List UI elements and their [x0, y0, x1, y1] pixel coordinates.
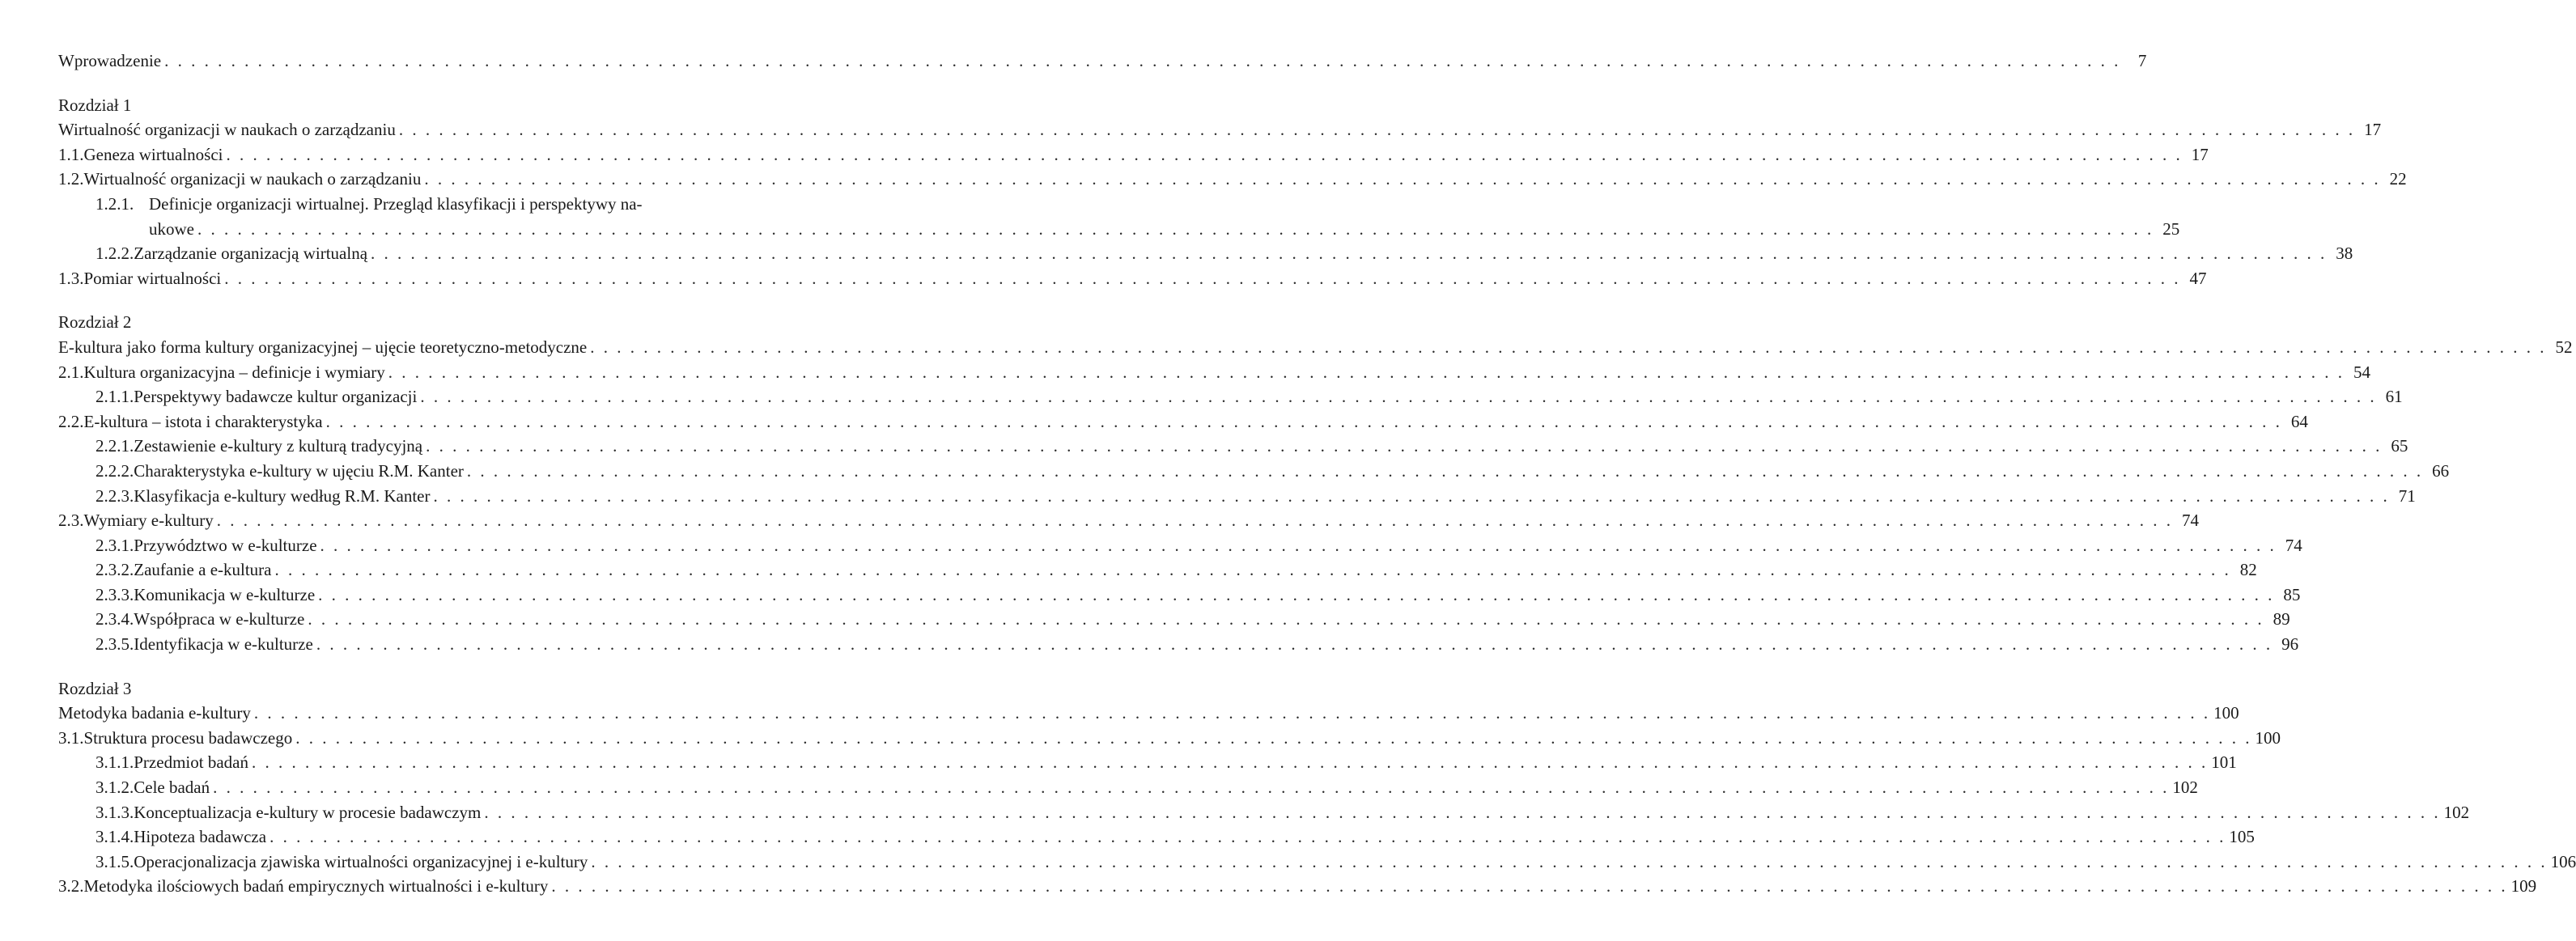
page-number: 82 [2239, 560, 2257, 580]
toc-entry-chapter[interactable] [58, 701, 2239, 726]
toc-entry-section[interactable] [58, 726, 2281, 751]
page-number: 102 [2443, 802, 2470, 822]
entry-number: 1.2.1. [95, 193, 134, 214]
page-number: 7 [2137, 51, 2147, 70]
dot-leader [227, 142, 2183, 167]
dot-leader [213, 775, 2169, 800]
entry-number: 2.3.5. [95, 634, 134, 655]
dot-leader [591, 850, 2547, 875]
entry-number: 1.1. [58, 144, 84, 164]
chapter-label: Rozdział 3 [58, 678, 132, 698]
toc-entry-subsection[interactable] [58, 824, 2255, 850]
entry-number: 2.3. [58, 511, 84, 531]
toc-entry-subsection[interactable] [58, 484, 2416, 509]
page-number: 25 [2162, 218, 2180, 239]
entry-title: Zarządzanie organizacją wirtualną [134, 244, 368, 264]
toc-entry-subsection[interactable] [58, 241, 2353, 266]
entry-title: Charakterystyka e-kultury w ujęciu R.M. Kanter [134, 460, 464, 481]
entry-title: Pomiar wirtualności [83, 268, 222, 288]
entry-title: Perspektywy badawcze kultur organizacji [134, 387, 418, 407]
toc-entry-subsection[interactable] [58, 533, 2302, 558]
toc-entry-subsection[interactable] [58, 192, 779, 217]
dot-leader [164, 49, 2120, 74]
page-number: 74 [2285, 535, 2302, 555]
page-number: 101 [2211, 752, 2237, 773]
entry-title: Cele badań [134, 778, 210, 798]
dot-leader [275, 557, 2231, 583]
toc-entry-subsection[interactable] [58, 750, 2237, 775]
page-number: 109 [2510, 876, 2537, 896]
entry-number: 1.2. [58, 169, 84, 189]
entry-title: Hipoteza badawcza [134, 827, 267, 847]
entry-title: Wprowadzenie [58, 51, 162, 70]
page-number: 47 [2189, 268, 2207, 288]
entry-number: 3.1.5. [95, 851, 134, 871]
page-number: 65 [2391, 436, 2408, 456]
dot-leader [217, 508, 2173, 533]
entry-title: Geneza wirtualności [83, 144, 223, 164]
dot-leader [326, 409, 2282, 434]
page-number: 38 [2336, 244, 2353, 264]
entry-number: 1.2.2. [95, 244, 134, 264]
entry-number: 2.2.2. [95, 460, 134, 481]
entry-title: Struktura procesu badawczego [83, 727, 293, 748]
page-number: 17 [2191, 144, 2209, 164]
page-number: 100 [2213, 703, 2239, 723]
entry-title: E-kultura jako forma kultury organizacyjnej – ujęcie teoretyczno-metodyczne [58, 337, 588, 357]
toc-entry-subsection[interactable] [58, 583, 2301, 608]
dot-leader [269, 824, 2226, 850]
page-number: 54 [2353, 362, 2370, 382]
entry-number: 3.1.1. [95, 752, 134, 773]
toc-entry-section[interactable] [58, 266, 2207, 291]
entry-number: 2.2.3. [95, 485, 134, 506]
chapter-label: Rozdział 1 [58, 95, 132, 115]
entry-title: Metodyka badania e-kultury [58, 703, 251, 723]
entry-title: Przywództwo w e-kulturze [134, 535, 317, 555]
entry-title: Metodyka ilościowych badań empirycznych wirtualności i e-kultury [83, 876, 549, 896]
page-number: 102 [2172, 778, 2198, 798]
chapter-label: Rozdział 2 [58, 312, 132, 333]
dot-leader [484, 800, 2440, 825]
dot-leader [388, 360, 2345, 385]
toc-entry-section[interactable] [58, 142, 2209, 167]
toc-entry-intro[interactable] [58, 49, 2147, 74]
toc-entry-subsection[interactable] [58, 632, 2299, 657]
toc-entry-section[interactable] [58, 874, 2537, 899]
toc-entry-subsection[interactable] [58, 850, 2576, 875]
dot-leader [467, 459, 2423, 484]
entry-number: 2.3.1. [95, 535, 134, 555]
entry-number: 2.2.1. [95, 436, 134, 456]
toc-entry-chapter[interactable] [58, 117, 2382, 142]
entry-title: Konceptualizacja e-kultury w procesie badawczym [134, 802, 482, 822]
entry-title: Wirtualność organizacji w naukach o zarządzaniu [58, 120, 396, 140]
entry-title: Operacjonalizacja zjawiska wirtualności organizacyjnej i e-kultury [134, 851, 588, 871]
dot-leader [590, 335, 2546, 360]
entry-title: Zestawienie e-kultury z kulturą tradycyjną [134, 436, 423, 456]
entry-number: 3.1.3. [95, 802, 134, 822]
toc-entry-section[interactable] [58, 409, 2308, 434]
entry-title: Klasyfikacja e-kultury według R.M. Kanter [134, 485, 431, 506]
page-number: 66 [2432, 460, 2450, 481]
toc-entry-section[interactable] [58, 508, 2200, 533]
toc-entry-subsection[interactable] [58, 607, 2290, 632]
entry-number: 2.3.3. [95, 584, 134, 604]
entry-title: Identyfikacja w e-kulturze [134, 634, 313, 655]
entry-number: 2.3.4. [95, 609, 134, 629]
toc-entry-subsection[interactable] [58, 775, 2198, 800]
dot-leader [224, 266, 2180, 291]
page-number: 89 [2273, 609, 2290, 629]
entry-number: 2.1.1. [95, 387, 134, 407]
dot-leader [371, 241, 2327, 266]
entry-number: 2.3.2. [95, 560, 134, 580]
dot-leader [316, 632, 2273, 657]
toc-entry-section[interactable] [58, 360, 2370, 385]
dot-leader [424, 167, 2380, 192]
toc-entry-subsection[interactable] [58, 800, 2470, 825]
dot-leader [320, 533, 2277, 558]
page-number: 71 [2398, 485, 2416, 506]
page-number: 85 [2283, 584, 2301, 604]
dot-leader [197, 217, 2154, 242]
entry-title-continued: ukowe [149, 218, 194, 239]
dot-leader [252, 750, 2208, 775]
entry-number: 3.1. [58, 727, 84, 748]
page-number: 100 [2255, 727, 2281, 748]
entry-number: 1.3. [58, 268, 84, 288]
entry-title: Kultura organizacyjna – definicje i wymiary [83, 362, 385, 382]
dot-leader [433, 484, 2389, 509]
toc-entry-subsection[interactable] [58, 557, 2257, 583]
dot-leader [551, 874, 2507, 899]
entry-title: Zaufanie a e-kultura [134, 560, 272, 580]
page-number: 52 [2555, 337, 2573, 357]
entry-number: 2.2. [58, 411, 84, 431]
page-number: 64 [2290, 411, 2308, 431]
table-of-contents [58, 49, 2576, 899]
toc-entry-continuation[interactable] [58, 217, 2180, 242]
entry-title: Definicje organizacji wirtualnej. Przegląd klasyfikacji i perspektywy na- [149, 193, 643, 214]
entry-number: 3.1.2. [95, 778, 134, 798]
entry-title: Komunikacja w e-kulturze [134, 584, 316, 604]
entry-number: 3.1.4. [95, 827, 134, 847]
page-number: 105 [2229, 827, 2255, 847]
entry-title: E-kultura – istota i charakterystyka [83, 411, 323, 431]
entry-title: Przedmiot badań [134, 752, 248, 773]
toc-entry-chapter[interactable] [58, 335, 2573, 360]
dot-leader [254, 701, 2210, 726]
dot-leader [295, 726, 2251, 751]
toc-entry-subsection[interactable] [58, 434, 2408, 459]
dot-leader [318, 583, 2274, 608]
entry-title: Wymiary e-kultury [83, 511, 214, 531]
toc-entry-subsection[interactable] [58, 384, 2403, 409]
entry-number: 3.2. [58, 876, 84, 896]
dot-leader [308, 607, 2264, 632]
page-number: 106 [2550, 851, 2576, 871]
page-number: 22 [2389, 169, 2407, 189]
entry-number: 2.1. [58, 362, 84, 382]
page-number: 74 [2182, 511, 2200, 531]
toc-entry-subsection[interactable] [58, 459, 2450, 484]
dot-leader [420, 384, 2376, 409]
entry-title: Współpraca w e-kulturze [134, 609, 305, 629]
toc-entry-section[interactable] [58, 167, 2407, 192]
page-number: 17 [2364, 120, 2382, 140]
page-number: 96 [2281, 634, 2299, 655]
page-number: 61 [2385, 387, 2403, 407]
dot-leader [426, 434, 2382, 459]
entry-title: Wirtualność organizacji w naukach o zarządzaniu [83, 169, 422, 189]
dot-leader [399, 117, 2355, 142]
